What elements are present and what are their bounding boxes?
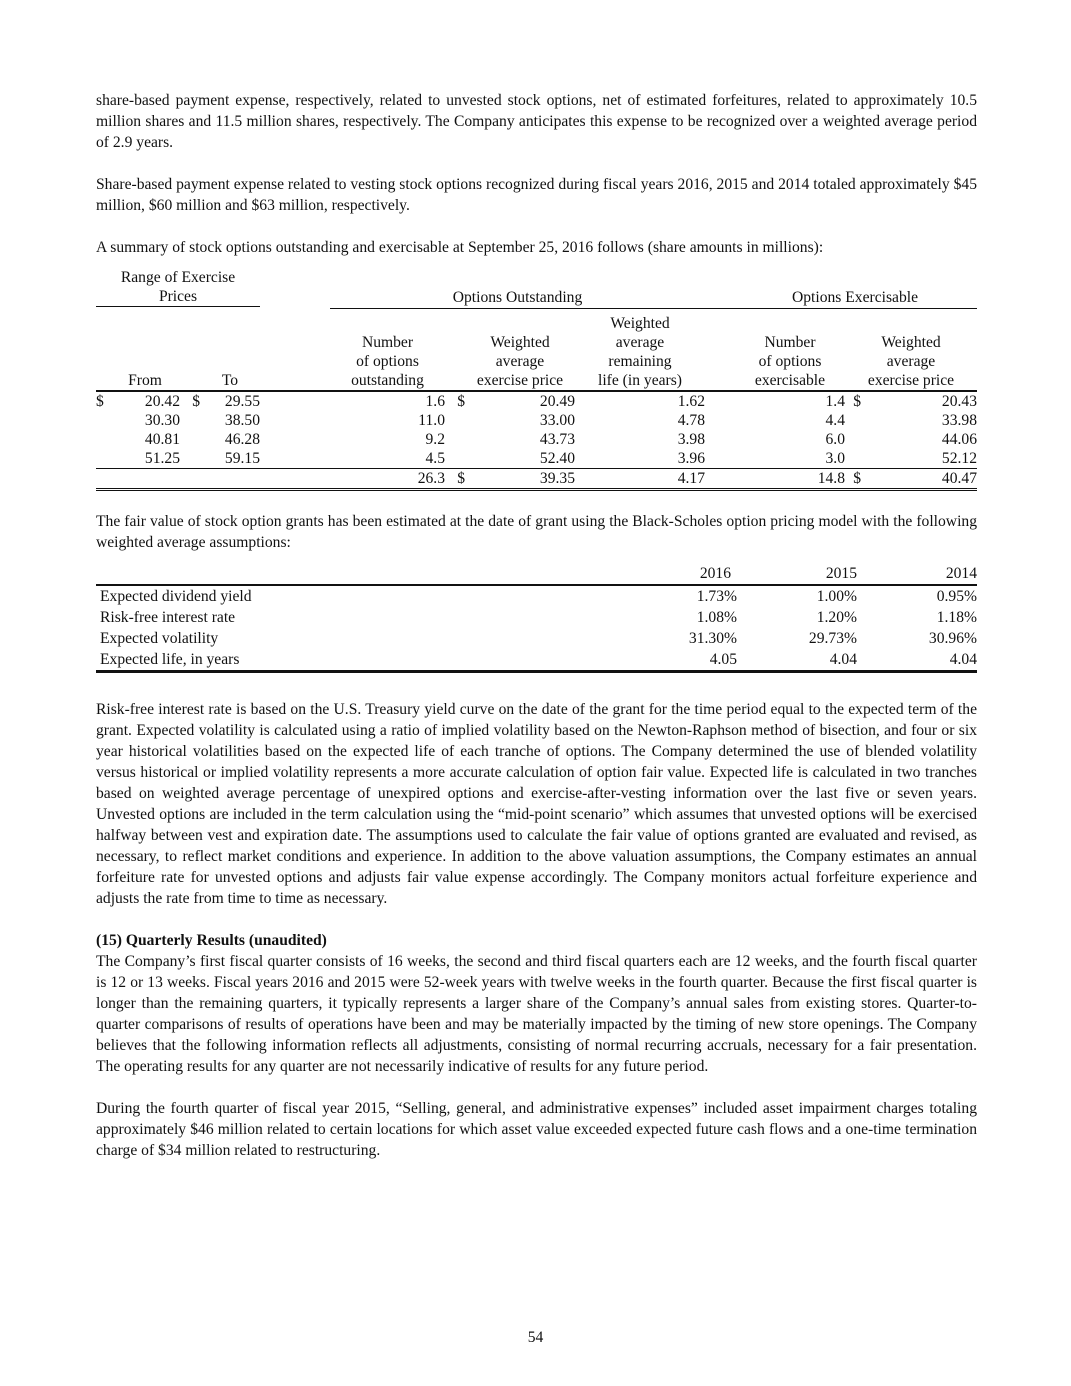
table-row: $ 20.42 $ 29.55 1.6 $ 20.49 1.62 1.4 $ 20.43	[96, 393, 977, 410]
risk-free-paragraph: Risk-free interest rate is based on the U.S. Treasury yield curve on the date of the grant for the time period equal to the expected term of the grant. Expected volatility is calculated using a ratio of implied volatility based on the Newton-Raphson method of bisection, and four or six year historical volatilities based on the expected life of each tranche of options. The Company determined the use of blended volatility versus historical or implied volatility represents a more accurate calculation of option fair value. Expected life is calculated in two tranches based on weighted average percentage of unexpired options and exercise-after-vesting information over the last five or seven years. Unvested options are included in the term calculation using the “mid-point scenario” which assumes that unvested options will be exercised halfway between vest and expiration date. The assumptions used to calculate the fair value of options granted are evaluated and revised, as necessary, to reflect market conditions and experience. In addition to the above valuation assumptions, the Company estimates an annual forfeiture rate for unvested options and adjusts fair value expense accordingly. The Company monitors actual forfeiture experience and adjusts the rate from time to time as necessary.	[96, 701, 977, 907]
col-to: To	[200, 314, 260, 391]
assumptions-table	[96, 563, 977, 673]
table-row: 30.30 38.50 11.0 33.00 4.78 4.4 33.98	[144, 412, 977, 429]
outstanding-header: Options Outstanding	[452, 288, 583, 306]
document-page	[96, 90, 977, 1161]
col-weighted-life: Weighted average remaining life (in years)	[575, 314, 705, 391]
range-header: Range of Exercise Prices	[96, 268, 260, 307]
quarterly-paragraph-2: During the fourth quarter of fiscal year 2015, “Selling, general, and administrative expenses” included asset impairment charges totaling approximately $46 million related to certain locations for which asset value exceeded expected future cash flows and a one-time termination charge of $34 million related to restructuring.	[96, 1100, 977, 1159]
fair-value-paragraph: The fair value of stock option grants has been estimated at the date of grant using the Black-Scholes option pricing model with the following weighted average assumptions:	[96, 513, 977, 551]
col-weighted-price-exercisable: Weighted average exercise price	[845, 314, 977, 391]
table-row: Expected life, in years 4.05 4.04 4.04	[96, 649, 977, 672]
page-number: 54	[527, 1329, 544, 1346]
col-from: From	[110, 314, 180, 391]
intro-paragraph-2: Share-based payment expense related to vesting stock options recognized during fiscal years 2016, 2015 and 2014 totaled approximately $45 million, $60 million and $63 million, respectively.	[96, 176, 977, 214]
year-header: 2014	[857, 563, 977, 585]
table-row: Expected volatility 31.30% 29.73% 30.96%	[100, 630, 977, 647]
intro-paragraph-1: share-based payment expense, respectively, related to unvested stock options, net of estimated forfeitures, related to approximately 10.5 million shares and 11.5 million shares, respectively. The Company anticipates this expense to be recognized over a weighted average period of 2.9 years.	[96, 92, 977, 151]
year-header: 2015	[737, 563, 857, 585]
intro-paragraph-3: A summary of stock options outstanding and exercisable at September 25, 2016 follows (share amounts in millions):	[96, 239, 824, 256]
options-summary-table	[96, 268, 977, 491]
col-number-exercisable: Number of options exercisable	[705, 314, 845, 391]
col-weighted-price: Weighted average exercise price	[465, 314, 575, 391]
table-row: Expected dividend yield 1.73% 1.00% 0.95%	[100, 588, 977, 605]
section-heading: (15) Quarterly Results (unaudited)	[96, 932, 327, 949]
quarterly-paragraph-1: The Company’s first fiscal quarter consists of 16 weeks, the second and third fiscal quarters each are 12 weeks, and the fourth fiscal quarter is 12 or 13 weeks. Fiscal years 2016 and 2015 were 52-week years with twelve weeks in the fourth quarter. Because the first fiscal quarter is longer than the remaining quarters, it typically represents a larger share of the Company’s annual sales from existing stores. Quarter-to-quarter comparisons of results of operations have been and may be materially impacted by the timing of new store openings. The Company believes that the following information reflects all adjustments, consisting of normal recurring accruals, necessary for a fair presentation. The operating results for any quarter are not necessarily indicative of results for any future period.	[96, 953, 977, 1075]
year-header: 2016	[617, 563, 737, 585]
table-row: 51.25 59.15 4.5 52.40 3.96 3.0 52.12	[144, 450, 977, 467]
exercisable-header: Options Exercisable	[791, 288, 918, 306]
table-total-row: 26.3 $ 39.35 4.17 14.8 $ 40.47	[96, 469, 977, 490]
table-row: Risk-free interest rate 1.08% 1.20% 1.18%	[100, 609, 977, 626]
table-row: 40.81 46.28 9.2 43.73 3.98 6.0 44.06	[144, 431, 977, 448]
col-number-outstanding: Number of options outstanding	[330, 314, 445, 391]
